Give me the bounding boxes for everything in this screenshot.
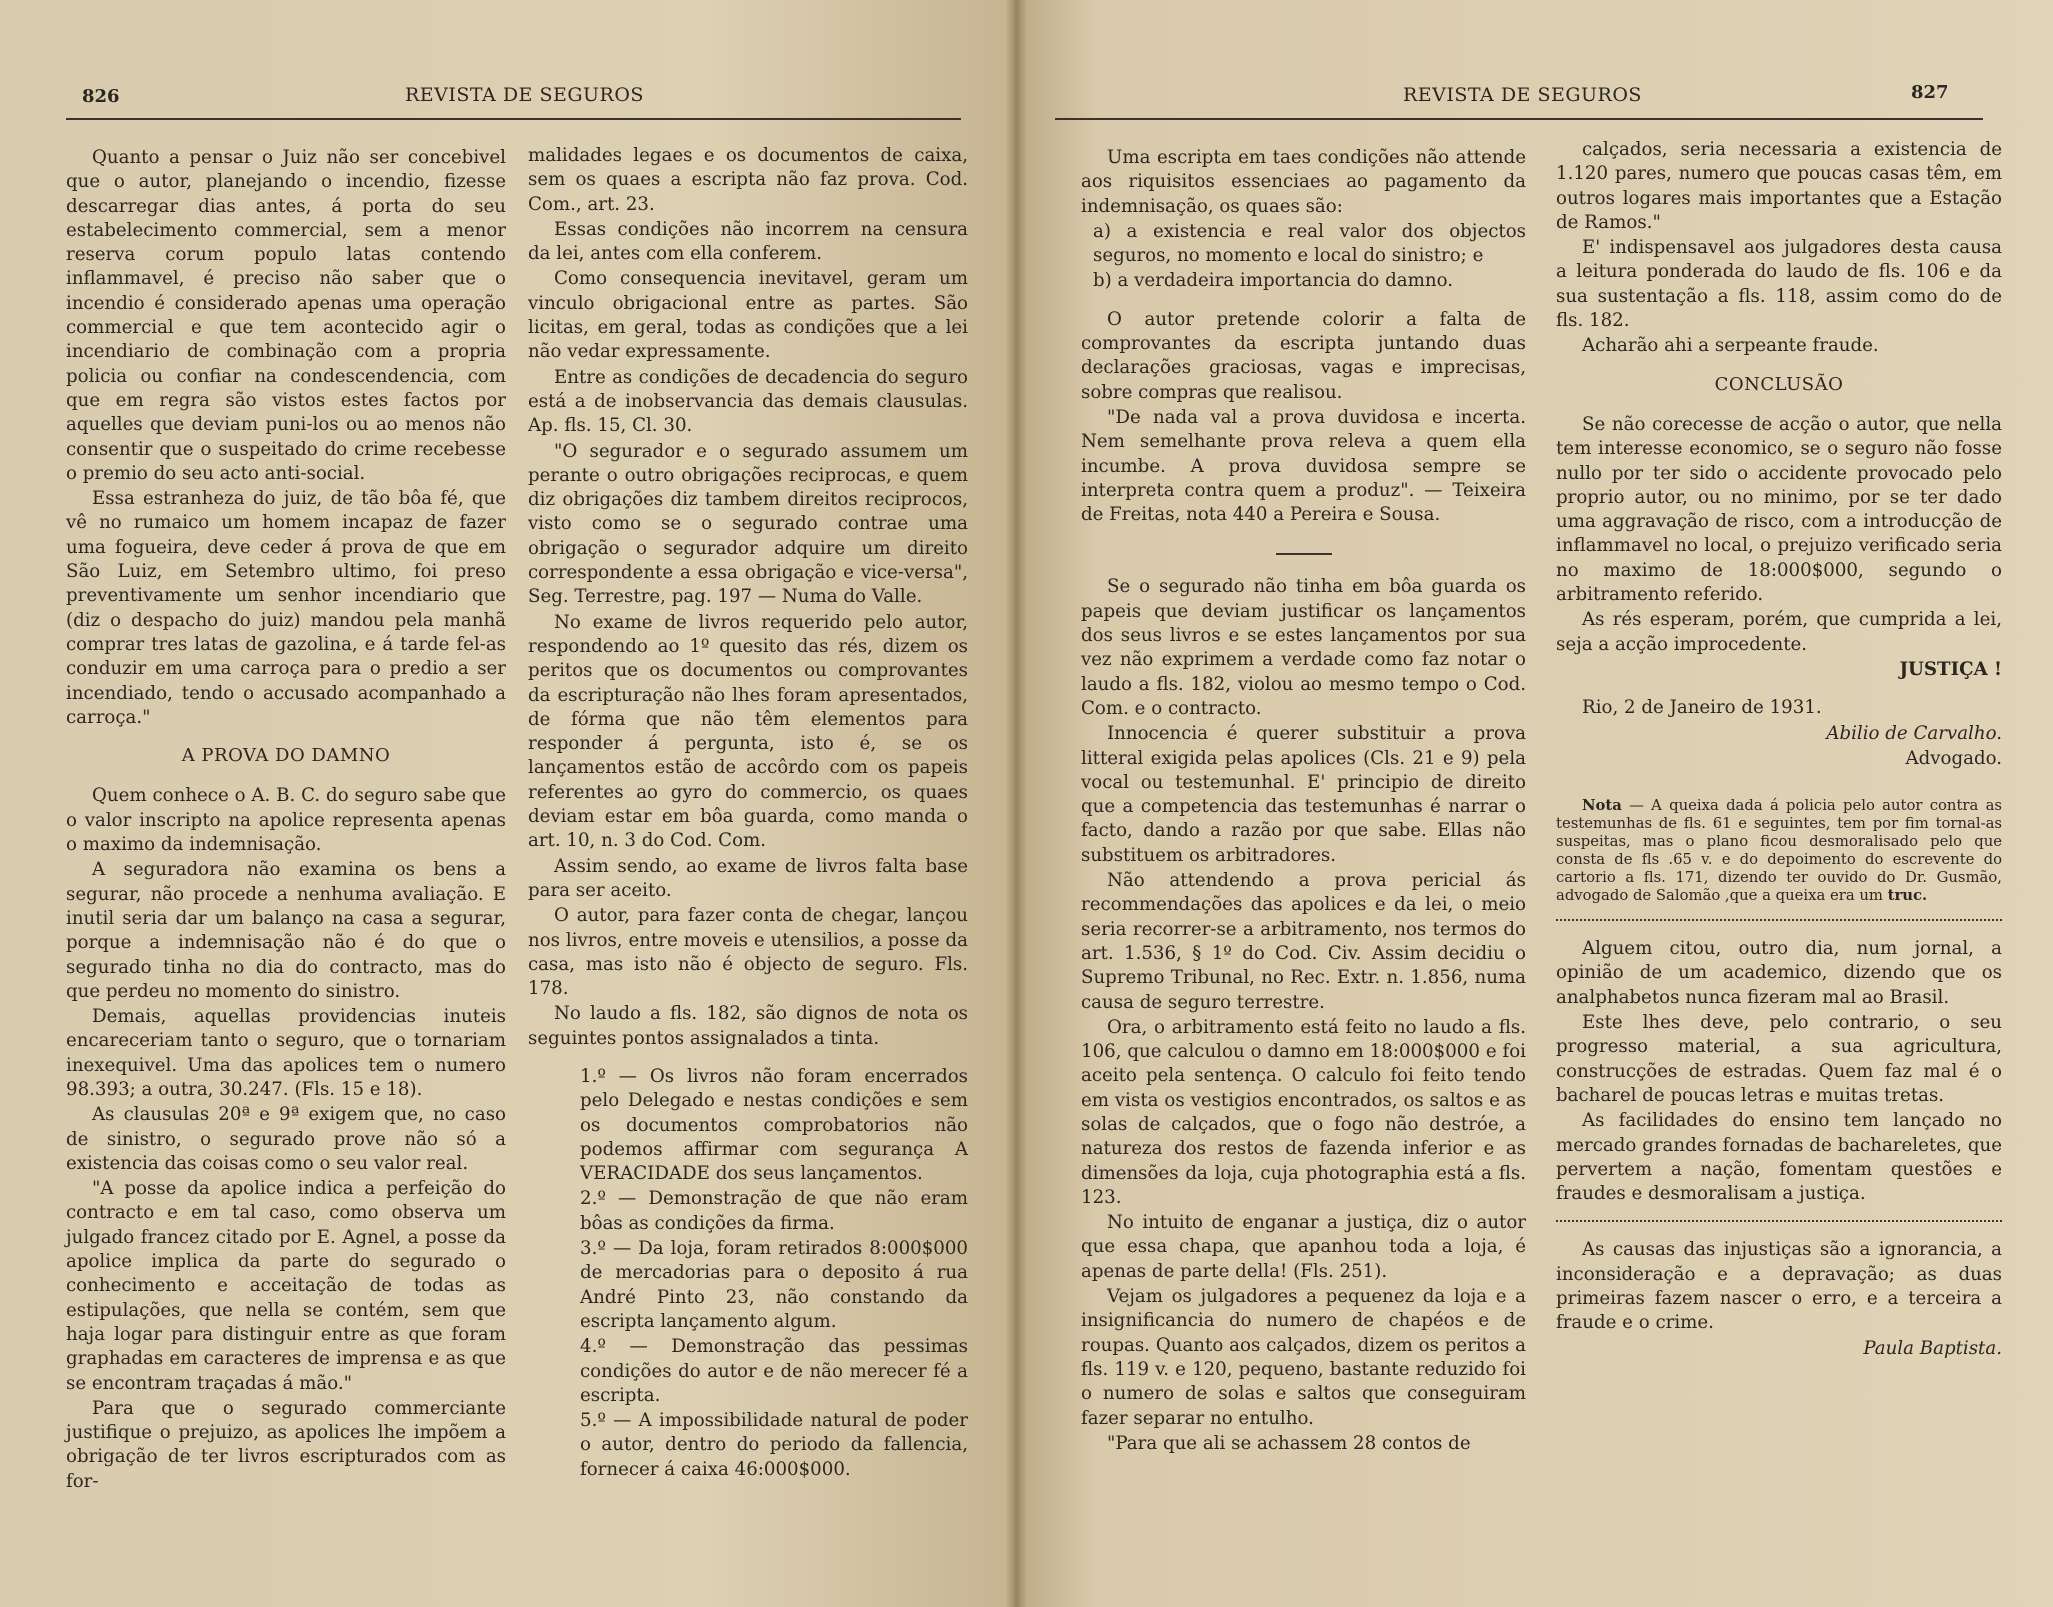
running-header: REVISTA DE SEGUROS xyxy=(405,84,644,106)
paragraph: No exame de livros requerido pelo autor, respondendo ao 1º quesito das rés, dizem os peritos que os documentos ou comprovantes da escripturação não lhes foram apresentados, de fórma que não têm elementos para responder á pergunta, isto é, se os lançamentos estão de accôrdo com os papeis referentes ao gyro do commercio, os quaes deviam estar em bôa guarda, como manda o art. 10, n. 3 do Cod. Com. xyxy=(528,611,968,852)
list-item: 5.º — A impossibilidade natural de poder o autor, dentro do periodo da fallencia, fornecer á caixa 46:000$000. xyxy=(580,1410,968,1480)
right-page xyxy=(1015,0,2053,1607)
editorial-text xyxy=(1556,937,2002,1206)
quote-author: Paula Baptista. xyxy=(1863,1337,2002,1359)
paragraph: Alguem citou, outro dia, num jornal, a opinião de um academico, dizendo que os analphabetos nunca fizeram mal ao Brasil. xyxy=(1556,938,2002,1008)
list-item: 2.º — Demonstração de que não eram bôas as condições da firma. xyxy=(580,1188,968,1234)
quote: As causas das injustiças são a ignorancia, a inconsideração e a depravação; as duas primeiras fazem nascer o erro, e a terceira a fraude e o crime. xyxy=(1556,1239,2002,1334)
paragraph: malidades legaes e os documentos de caixa, sem os quaes a escripta não faz prova. Cod. Com., art. 23. xyxy=(528,145,968,215)
running-header: REVISTA DE SEGUROS xyxy=(1403,84,1642,106)
paragraph: Assim sendo, ao exame de livros falta base para ser aceito. xyxy=(528,855,968,901)
page-number: 827 xyxy=(1911,82,1949,103)
paragraph: O autor, para fazer conta de chegar, lançou nos livros, entre moveis e utensilios, a posse da casa, mas isto não é objecto de seguro. Fls. 178. xyxy=(528,905,968,1000)
left-page xyxy=(0,0,1015,1607)
list-item: 3.º — Da loja, foram retirados 8:000$000 de mercadorias para o deposito á rua André Pinto 23, não constando da escripta lançamento algum. xyxy=(580,1238,968,1332)
paragraph: Ora, o arbitramento está feito no laudo a fls. 106, que calculou o damno em 18:000$000 e foi aceito pela sentença. O calculo foi feito tendo em vista os vestigios encontrados, os saltos e as solas de calçados, que o fogo não destróe, a natureza dos restos de fazenda inferior e as dimensões da loja, cuja photographia está a fls. 123. xyxy=(1081,1016,1526,1208)
paragraph: "Para que ali se achassem 28 contos de xyxy=(1107,1432,1471,1454)
note-label: Nota xyxy=(1582,797,1622,815)
footnote xyxy=(1556,797,2002,905)
paragraph: Como consequencia inevitavel, geram um vinculo obrigacional entre as partes. São licitas, em geral, todas as condições que a lei não vedar expressamente. xyxy=(528,268,968,363)
place-date: Rio, 2 de Janeiro de 1931. xyxy=(1582,697,1822,719)
paragraph: Se não corecesse de acção o autor, que nella tem interesse economico, se o seguro não fosse nullo por ter sido o accidente provocado pelo proprio autor, ou no minimo, por se ter dado uma aggravação de risco, com a introducção de inflammavel no local, o prejuizo verificado seria no maximo de 18:000$000, segundo o arbitramento referido. xyxy=(1556,413,2002,606)
paragraph: Entre as condições de decadencia do seguro está a de inobservancia das demais clausulas. Ap. fls. 15, Cl. 30. xyxy=(528,366,968,437)
paragraph: No intuito de enganar a justiça, diz o autor que essa chapa, que apanhou toda a loja, é apenas de parte della! (Fls. 251). xyxy=(1081,1212,1526,1282)
section-separator xyxy=(1276,553,1332,555)
paragraph: Quem conhece o A. B. C. do seguro sabe que o valor inscripto na apolice representa apenas o maximo da indemnisação. xyxy=(66,785,506,856)
book-gutter xyxy=(1005,0,1027,1607)
findings-list xyxy=(568,1065,968,1482)
paragraph: Quanto a pensar o Juiz não ser concebivel que o autor, planejando o incendio, fizesse descarregar dias antes, á porta do seu estabelecimento commercial, sem a menor reserva corum populo latas contendo inflammavel, é preciso não saber que o incendio é considerado apenas uma operação commercial e que tem acontecido agir o incendiario de combinação com a propria policia ou confiar na condescendencia, com que em regra são vistos estes factos por aquelles que deviam puni-los ou ao menos não consentir que o suspeitado do crime recebesse o premio do seu acto anti-social. xyxy=(66,147,506,484)
paragraph: "A posse da apolice indica a perfeição do contracto e em tal caso, como observa um julgado francez citado por E. Agnel, a posse da apolice implica da parte do segurado o conhecimento e acceitação de todas as estipulações, que nella se contém, sem que haja logar para distinguir entre as que foram graphadas em caracteres de imprensa e as que se encontram traçadas á mão." xyxy=(66,1178,506,1394)
paragraph: Essas condições não incorrem na censura da lei, antes com ella conferem. xyxy=(528,218,968,265)
note-end: truc. xyxy=(1887,887,1928,905)
list-item: 4.º — Demonstração das pessimas condições do autor e de não merecer fé a escripta. xyxy=(580,1336,968,1406)
paragraph: "O segurador e o segurado assumem um perante o outro obrigações reciprocas, e quem diz obrigações diz tambem direitos reciprocos, visto como se o segurado contrae uma obrigação o segurador adquire um direito correspondente a essa obrigação e vice-versa", Seg. Terrestre, pag. 197 — Numa do Valle. xyxy=(528,440,968,608)
right-column-1 xyxy=(1081,146,1526,1457)
paragraph: Uma escripta em taes condições não attende aos riquisitos essenciaes ao pagamento da indemnisação, os quaes são: xyxy=(1081,147,1526,217)
note-text: — A queixa dada á policia pelo autor contra as testemunhas de fls. 61 e seguintes, tem por fim tornal-as suspeitas, mas o plano ficou desmoralisado pelo que consta de fls .65 v. e do depoimento do escrevente do cartorio a fls. 171, dizendo ter ouvido do Dr. Gusmão, advogado de Salomão ,que a queixa era um xyxy=(1556,797,2002,905)
left-column-1 xyxy=(66,146,506,1495)
conclusion-heading: CONCLUSÃO xyxy=(1714,373,1844,395)
paragraph: Demais, aquellas providencias inuteis encareceriam tanto o seguro, que o tornariam inexequivel. Uma das apolices tem o numero 98.393; a outra, 30.247. (Fls. 15 e 18). xyxy=(66,1006,506,1100)
paragraph: "De nada val a prova duvidosa e incerta. Nem semelhante prova releva a quem ella incumbe. A prova duvidosa sempre se interpreta contra quem a produz". — Teixeira de Freitas, nota 440 a Pereira e Sousa. xyxy=(1081,406,1526,526)
paragraph: Acharão ahi a serpeante fraude. xyxy=(1582,335,1879,357)
paragraph: O autor pretende colorir a falta de comprovantes da escripta juntando duas declarações graciosas, vagas e imprecisas, sobre compras que realisou. xyxy=(1081,308,1526,403)
list-item: 1.º — Os livros não foram encerrados pelo Delegado e nestas condições e sem os documentos comprobatorios não podemos affirmar com segurança A VERACIDADE dos seus lançamentos. xyxy=(580,1065,968,1185)
left-column-2 xyxy=(528,144,968,1483)
section-b xyxy=(1081,575,1526,1456)
section-heading: A PROVA DO DAMNO xyxy=(181,745,391,767)
paragraph: Para que o segurado commerciante justifique o prejuizo, as apolices lhe impõem a obrigação de ter livros escripturados com as for- xyxy=(66,1397,506,1492)
list-item: a) a existencia e real valor dos objectos seguros, no momento e local do sinistro; e xyxy=(1093,220,1526,267)
paragraph: No laudo a fls. 182, são dignos de nota os seguintes pontos assignalados a tinta. xyxy=(528,1003,968,1049)
paragraph: E' indispensavel aos julgadores desta causa a leitura ponderada do laudo de fls. 106 e da sua sustentação a fls. 118, assim como do de fls. 182. xyxy=(1556,237,2002,332)
paragraph: Vejam os julgadores a pequenez da loja e a insignificancia do numero de chapéos e de roupas. Quanto aos calçados, dizem os peritos a fls. 119 v. e 120, pequeno, bastante reduzido foi o numero de solas e saltos que conseguiram fazer separar no entulho. xyxy=(1081,1286,1526,1429)
header-rule xyxy=(66,118,961,120)
conclusion-text xyxy=(1556,413,2002,657)
paragraph: Não attendendo a prova pericial ás recommendações das apolices e da lei, o meio seria recorrer-se a arbitramento, nos termos do art. 1.536, § 1º do Cod. Civ. Assim decidiu o Supremo Tribunal, no Rec. Extr. n. 1.856, numa causa de seguro terrestre. xyxy=(1081,870,1526,1013)
right-column-2 xyxy=(1556,138,2002,1362)
signature-role: Advogado. xyxy=(1905,747,2002,769)
section-a xyxy=(1081,308,1526,528)
dotted-separator xyxy=(1556,919,2002,921)
section-a xyxy=(1556,138,2002,359)
paragraph: Innocencia é querer substituir a prova litteral exigida pelas apolices (Cls. 21 e 9) pela vocal ou testemunhal. E' principio de direito que a competencia das testemunhas é narrar o facto, dando a razão por que sabe. Ellas não substituem os arbitradores. xyxy=(1081,723,1526,866)
header-rule xyxy=(1055,118,1983,120)
requirements-list xyxy=(1081,220,1526,294)
paragraph: Se o segurado não tinha em bôa guarda os papeis que deviam justificar os lançamentos dos seus livros e se estes lançamentos por sua vez não exprimem a verdade como faz notar o laudo a fls. 182, violou ao mesmo tempo o Cod. Com. e o contracto. xyxy=(1081,576,1526,719)
paragraph: As clausulas 20ª e 9ª exigem que, no caso de sinistro, o segurado prove não só a existencia das coisas como o seu valor real. xyxy=(66,1104,506,1174)
signature: Abilio de Carvalho. xyxy=(1826,722,2002,744)
page-number: 826 xyxy=(82,86,120,107)
paragraph: As facilidades do ensino tem lançado no mercado grandes fornadas de bachareletes, que pervertem a nação, fomentam questões e fraudes e desmoralisam a justiça. xyxy=(1556,1110,2002,1205)
paragraph: A seguradora não examina os bens a segurar, não procede a nenhuma avaliação. E inutil seria dar um balanço na casa a segurar, porque a indemnisação não é do que o segurado tinha no dia do contracto, mas do que perdeu no momento do sinistro. xyxy=(66,859,506,1002)
list-item: b) a verdadeira importancia do damno. xyxy=(1093,270,1453,292)
dotted-separator xyxy=(1556,1220,2002,1222)
paragraph: Este lhes deve, pelo contrario, o seu progresso material, a sua agricultura, construcções de estradas. Quem faz mal é o bacharel de poucas letras e muitas tretas. xyxy=(1556,1012,2002,1106)
paragraph: As rés esperam, porém, que cumprida a lei, seja a acção improcedente. xyxy=(1556,609,2002,655)
closing-justica: JUSTIÇA ! xyxy=(1899,658,2002,680)
paragraph: calçados, seria necessaria a existencia de 1.120 pares, numero que poucas casas têm, em outros logares mais importantes que a Estação de Ramos." xyxy=(1556,139,2002,233)
paragraph: Essa estranheza do juiz, de tão bôa fé, que vê no rumaico um homem incapaz de fazer uma fogueira, deve ceder á prova de que em São Luiz, em Setembro ultimo, foi preso preventivamente um senhor incendiario que (diz o despacho do juiz) mandou pela manhã comprar tres latas de gazolina, e á tarde fel-as conduzir em uma carroça para o predio a ser incendiado, tendo o accusado acompanhado a carroça." xyxy=(66,488,506,728)
